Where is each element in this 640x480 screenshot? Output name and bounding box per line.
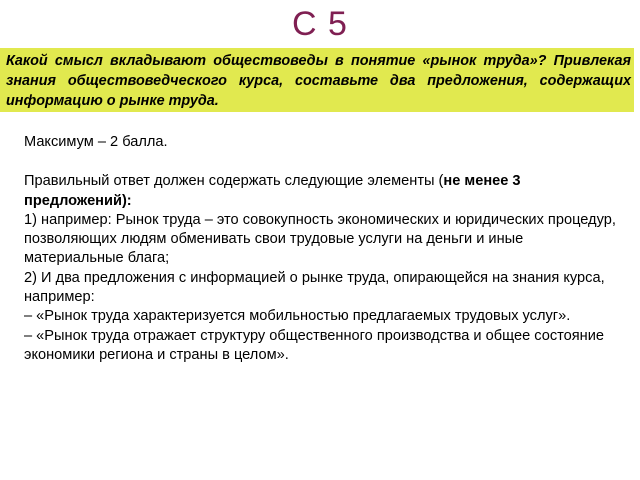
answer-requirements [24, 172, 624, 211]
spacer [24, 152, 624, 172]
question-text: Какой смысл вкладывают обществоведы в понятие «рынок труда»? Привлекая знания обществоведческого курса, составьте два предложения, содержащих информацию о рынке труда. [6, 53, 631, 109]
answer-intro-bold: не менее 3 предложений): [24, 173, 521, 209]
question-banner [0, 48, 634, 112]
max-score-text: Максимум – 2 балла. [24, 134, 168, 150]
answer-item-1: 1) например: Рынок труда – это совокупность экономических и юридических процедур, позволяющих людям обменивать свои трудовые услуги на деньги и иные материальные блага; [24, 211, 616, 267]
answer-item-2: 2) И два предложения с информацией о рынке труда, опирающейся на знания курса, например: [24, 269, 605, 306]
answer-content [24, 133, 624, 365]
example-sentence-1: – «Рынок труда характеризуется мобильностью предлагаемых трудовых услуг». [24, 308, 571, 325]
answer-intro: Правильный ответ должен содержать следующие элементы ( [24, 173, 444, 190]
example-sentence-2: – «Рынок труда отражает структуру общественного производства и общее состояние экономики региона и страны в целом». [24, 327, 604, 363]
slide-title: С 5 [292, 5, 348, 43]
